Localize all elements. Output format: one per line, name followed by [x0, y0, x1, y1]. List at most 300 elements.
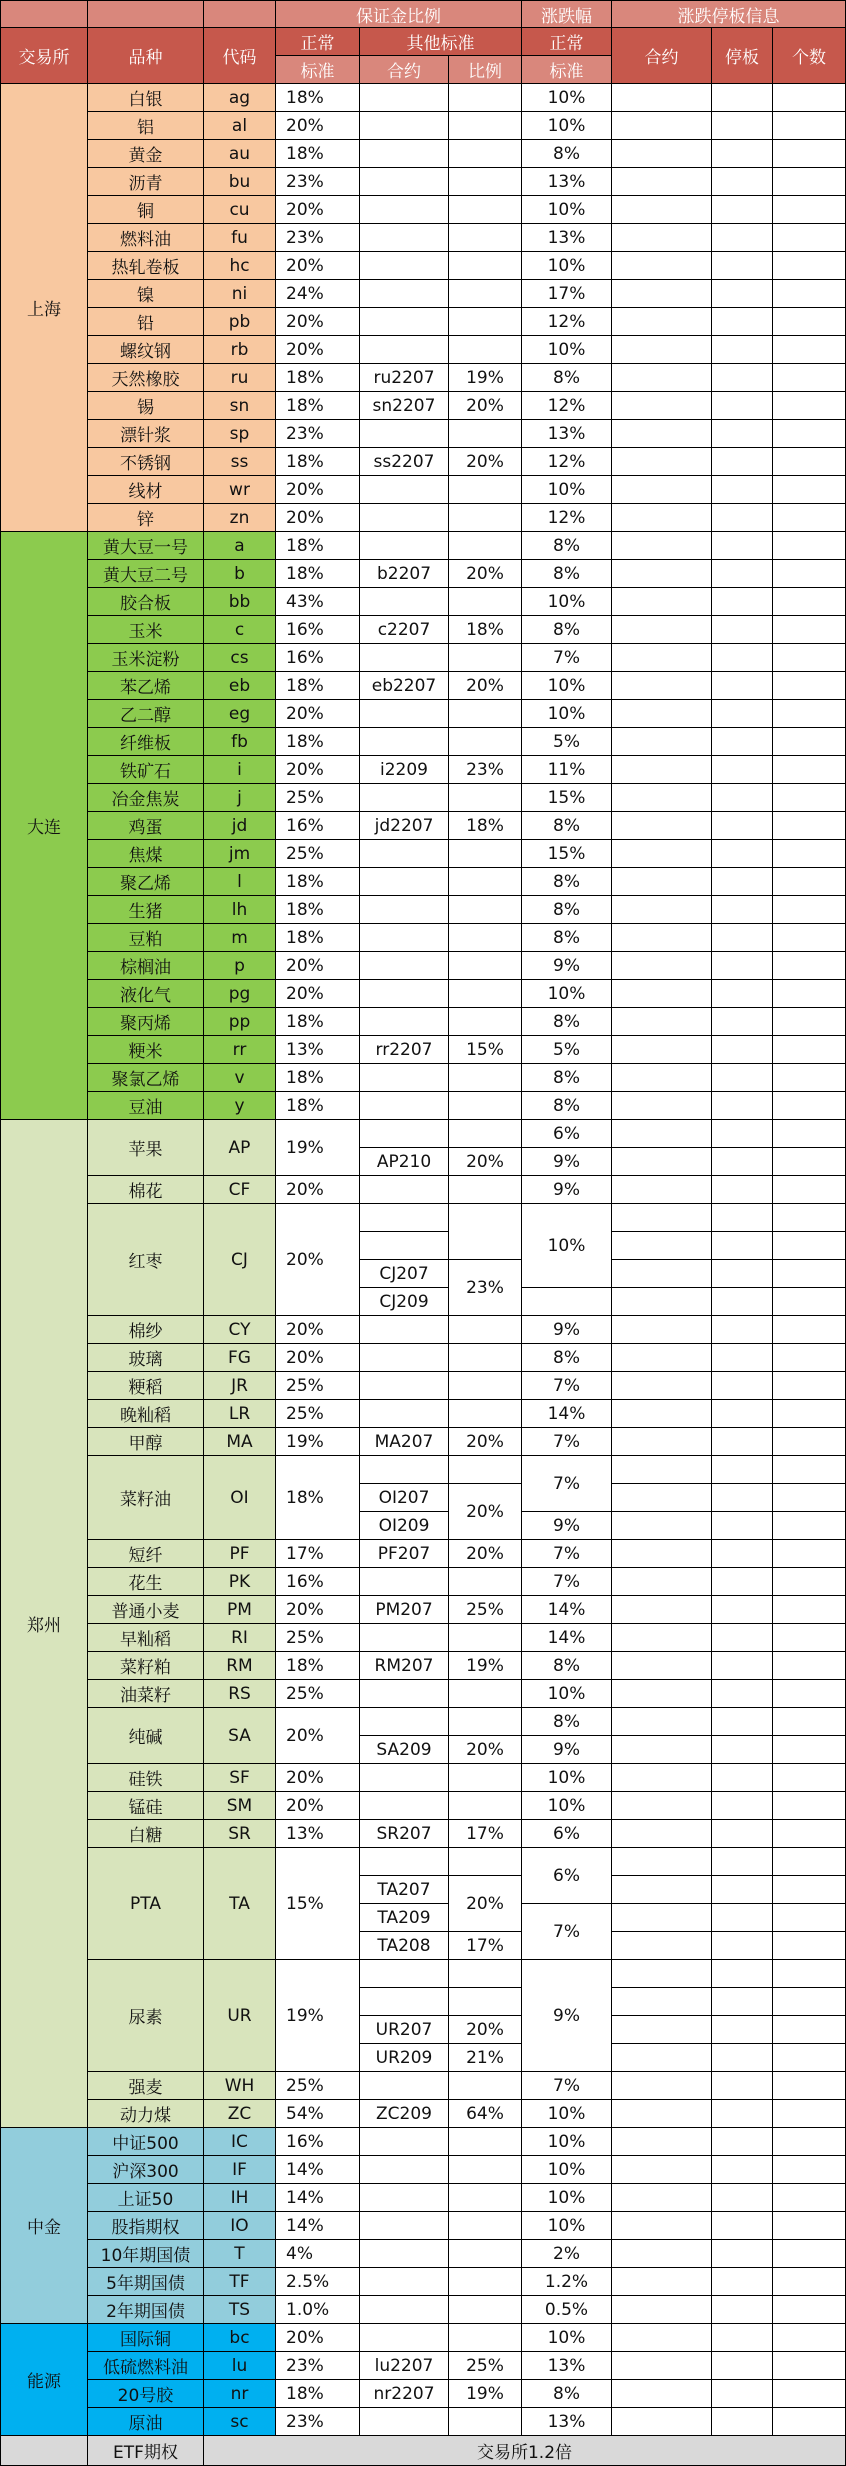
contract-cell — [360, 2296, 449, 2324]
variety-cell: 股指期权 — [88, 2212, 204, 2240]
ratio-cell: 19% — [449, 2380, 522, 2408]
ratio-cell: 25% — [449, 1596, 522, 1624]
code-cell: ss — [204, 448, 276, 476]
contract-cell: b2207 — [360, 560, 449, 588]
code-cell: LR — [204, 1400, 276, 1428]
margin-cell: 20% — [276, 1344, 360, 1372]
ratio-cell — [449, 252, 522, 280]
limit-cell: 7% — [522, 1372, 612, 1400]
limit-cell: 7% — [522, 2072, 612, 2100]
contract-cell — [360, 1120, 449, 1148]
limit-count-cell — [773, 812, 846, 840]
variety-cell: 不锈钢 — [88, 448, 204, 476]
limit-contract-cell — [612, 728, 712, 756]
margin-cell: 19% — [276, 1428, 360, 1456]
code-cell: bc — [204, 2324, 276, 2352]
code-cell: SF — [204, 1764, 276, 1792]
limit-contract-cell — [612, 2128, 712, 2156]
ratio-cell: 17% — [449, 1932, 522, 1960]
variety-cell: 红枣 — [88, 1204, 204, 1316]
limit-count-cell — [773, 952, 846, 980]
margin-cell: 14% — [276, 2184, 360, 2212]
limit-cell: 13% — [522, 224, 612, 252]
limit-contract-cell — [612, 2408, 712, 2436]
limit-board-cell — [712, 1260, 773, 1288]
limit-board-cell — [712, 672, 773, 700]
variety-cell: 漂针浆 — [88, 420, 204, 448]
ratio-cell — [449, 168, 522, 196]
variety-cell: 2年期国债 — [88, 2296, 204, 2324]
header-contract: 合约 — [360, 56, 449, 84]
limit-contract-cell — [612, 1204, 712, 1232]
code-cell: rr — [204, 1036, 276, 1064]
variety-cell: 燃料油 — [88, 224, 204, 252]
contract-cell — [360, 1372, 449, 1400]
contract-cell: PF207 — [360, 1540, 449, 1568]
limit-board-cell — [712, 1036, 773, 1064]
code-cell: a — [204, 532, 276, 560]
limit-cell: 15% — [522, 840, 612, 868]
limit-board-cell — [712, 1540, 773, 1568]
contract-cell — [360, 420, 449, 448]
code-cell: cu — [204, 196, 276, 224]
limit-board-cell — [712, 1400, 773, 1428]
code-cell: IC — [204, 2128, 276, 2156]
contract-cell — [360, 1008, 449, 1036]
margin-cell: 16% — [276, 2128, 360, 2156]
limit-contract-cell — [612, 1316, 712, 1344]
limit-board-cell — [712, 336, 773, 364]
variety-cell: 豆油 — [88, 1092, 204, 1120]
margin-cell: 16% — [276, 812, 360, 840]
limit-cell: 6% — [522, 1848, 612, 1904]
limit-count-cell — [773, 896, 846, 924]
contract-cell: i2209 — [360, 756, 449, 784]
limit-contract-cell — [612, 812, 712, 840]
limit-count-cell — [773, 532, 846, 560]
ratio-cell — [449, 952, 522, 980]
limit-cell: 6% — [522, 1120, 612, 1148]
code-cell: rb — [204, 336, 276, 364]
margin-cell: 18% — [276, 532, 360, 560]
contract-cell — [360, 1232, 449, 1260]
limit-contract-cell — [612, 1904, 712, 1932]
ratio-cell: 23% — [449, 1260, 522, 1316]
limit-board-cell — [712, 224, 773, 252]
limit-board-cell — [712, 1512, 773, 1540]
limit-board-cell — [712, 2128, 773, 2156]
limit-contract-cell — [612, 1260, 712, 1288]
ratio-cell — [449, 336, 522, 364]
code-cell: sn — [204, 392, 276, 420]
limit-contract-cell — [612, 1428, 712, 1456]
variety-cell: 花生 — [88, 1568, 204, 1596]
variety-cell: 豆粕 — [88, 924, 204, 952]
limit-cell: 8% — [522, 1008, 612, 1036]
header-exchange: 交易所 — [0, 28, 88, 84]
limit-cell: 8% — [522, 1344, 612, 1372]
limit-cell: 12% — [522, 504, 612, 532]
limit-board-cell — [712, 112, 773, 140]
margin-cell: 18% — [276, 672, 360, 700]
limit-count-cell — [773, 1792, 846, 1820]
limit-count-cell — [773, 1904, 846, 1932]
margin-cell: 20% — [276, 1708, 360, 1764]
contract-cell — [360, 2184, 449, 2212]
contract-cell — [360, 1764, 449, 1792]
margin-cell: 16% — [276, 616, 360, 644]
limit-count-cell — [773, 840, 846, 868]
margin-cell: 16% — [276, 644, 360, 672]
code-cell: m — [204, 924, 276, 952]
limit-cell: 13% — [522, 420, 612, 448]
ratio-cell: 18% — [449, 812, 522, 840]
code-cell: sc — [204, 2408, 276, 2436]
limit-cell: 10% — [522, 700, 612, 728]
limit-cell: 13% — [522, 2352, 612, 2380]
variety-cell: 热轧卷板 — [88, 252, 204, 280]
limit-contract-cell — [612, 1988, 712, 2016]
limit-cell: 10% — [522, 980, 612, 1008]
code-cell: IF — [204, 2156, 276, 2184]
limit-count-cell — [773, 1708, 846, 1736]
limit-board-cell — [712, 1372, 773, 1400]
contract-cell: ss2207 — [360, 448, 449, 476]
limit-board-cell — [712, 448, 773, 476]
margin-cell: 20% — [276, 756, 360, 784]
contract-cell: lu2207 — [360, 2352, 449, 2380]
limit-contract-cell — [612, 532, 712, 560]
limit-contract-cell — [612, 2240, 712, 2268]
contract-cell: SR207 — [360, 1820, 449, 1848]
code-cell: ZC — [204, 2100, 276, 2128]
exchange-cell: 郑州 — [0, 1120, 88, 2128]
limit-count-cell — [773, 1680, 846, 1708]
contract-cell: eb2207 — [360, 672, 449, 700]
contract-cell — [360, 1064, 449, 1092]
variety-cell: 棉花 — [88, 1176, 204, 1204]
variety-cell: 10年期国债 — [88, 2240, 204, 2268]
limit-contract-cell — [612, 1708, 712, 1736]
limit-count-cell — [773, 1120, 846, 1148]
contract-cell — [360, 1848, 449, 1876]
margin-cell: 18% — [276, 896, 360, 924]
limit-board-cell — [712, 812, 773, 840]
limit-count-cell — [773, 1484, 846, 1512]
contract-cell: ru2207 — [360, 364, 449, 392]
contract-cell — [360, 1316, 449, 1344]
limit-contract-cell — [612, 2016, 712, 2044]
code-cell: T — [204, 2240, 276, 2268]
limit-count-cell — [773, 2016, 846, 2044]
limit-board-cell — [712, 1120, 773, 1148]
ratio-cell: 20% — [449, 448, 522, 476]
limit-contract-cell — [612, 1008, 712, 1036]
ratio-cell: 23% — [449, 756, 522, 784]
contract-cell: c2207 — [360, 616, 449, 644]
ratio-cell — [449, 1624, 522, 1652]
contract-cell — [360, 252, 449, 280]
ratio-cell — [449, 2324, 522, 2352]
margin-cell: 2.5% — [276, 2268, 360, 2296]
margin-cell: 20% — [276, 308, 360, 336]
variety-cell: 螺纹钢 — [88, 336, 204, 364]
limit-cell: 8% — [522, 812, 612, 840]
limit-contract-cell — [612, 1736, 712, 1764]
code-cell: bu — [204, 168, 276, 196]
ratio-cell — [449, 2240, 522, 2268]
ratio-cell — [449, 1764, 522, 1792]
code-cell: CY — [204, 1316, 276, 1344]
variety-cell: 苯乙烯 — [88, 672, 204, 700]
contract-cell — [360, 308, 449, 336]
code-cell: ag — [204, 84, 276, 112]
header-blank — [204, 0, 276, 28]
margin-cell: 20% — [276, 252, 360, 280]
limit-contract-cell — [612, 364, 712, 392]
contract-cell — [360, 1400, 449, 1428]
margin-cell: 20% — [276, 112, 360, 140]
limit-cell: 8% — [522, 532, 612, 560]
code-cell: RM — [204, 1652, 276, 1680]
limit-board-cell — [712, 1736, 773, 1764]
header-standard: 标准 — [522, 56, 612, 84]
limit-board-cell — [712, 140, 773, 168]
limit-contract-cell — [612, 2296, 712, 2324]
ratio-cell — [449, 728, 522, 756]
limit-cell: 10% — [522, 588, 612, 616]
ratio-cell — [449, 644, 522, 672]
limit-contract-cell — [612, 1456, 712, 1484]
margin-cell: 14% — [276, 2156, 360, 2184]
contract-cell — [360, 476, 449, 504]
limit-count-cell — [773, 2240, 846, 2268]
ratio-cell — [449, 1316, 522, 1344]
ratio-cell — [449, 784, 522, 812]
code-cell: TA — [204, 1848, 276, 1960]
limit-contract-cell — [612, 616, 712, 644]
limit-cell: 5% — [522, 1036, 612, 1064]
ratio-cell — [449, 2296, 522, 2324]
limit-cell: 10% — [522, 476, 612, 504]
ratio-cell: 20% — [449, 560, 522, 588]
contract-cell: SA209 — [360, 1736, 449, 1764]
ratio-cell — [449, 1988, 522, 2016]
limit-contract-cell — [612, 1876, 712, 1904]
limit-count-cell — [773, 1260, 846, 1288]
limit-count-cell — [773, 1204, 846, 1232]
ratio-cell — [449, 504, 522, 532]
contract-cell: RM207 — [360, 1652, 449, 1680]
variety-cell: 棕榈油 — [88, 952, 204, 980]
limit-contract-cell — [612, 2324, 712, 2352]
margin-cell: 18% — [276, 924, 360, 952]
margin-cell: 18% — [276, 364, 360, 392]
variety-cell: 胶合板 — [88, 588, 204, 616]
limit-cell: 10% — [522, 1680, 612, 1708]
variety-cell: 油菜籽 — [88, 1680, 204, 1708]
contract-cell — [360, 784, 449, 812]
limit-contract-cell — [612, 2380, 712, 2408]
contract-cell — [360, 1344, 449, 1372]
limit-count-cell — [773, 1232, 846, 1260]
ratio-cell — [449, 2128, 522, 2156]
contract-cell — [360, 280, 449, 308]
limit-contract-cell — [612, 1176, 712, 1204]
ratio-cell — [449, 896, 522, 924]
code-cell: PF — [204, 1540, 276, 1568]
variety-cell: 纯碱 — [88, 1708, 204, 1764]
limit-board-cell — [712, 1652, 773, 1680]
limit-contract-cell — [612, 840, 712, 868]
variety-cell: 玉米淀粉 — [88, 644, 204, 672]
limit-count-cell — [773, 1344, 846, 1372]
contract-cell: TA207 — [360, 1876, 449, 1904]
limit-cell: 8% — [522, 560, 612, 588]
variety-cell: 苹果 — [88, 1120, 204, 1176]
margin-cell: 25% — [276, 840, 360, 868]
limit-board-cell — [712, 1764, 773, 1792]
margin-cell: 13% — [276, 1036, 360, 1064]
ratio-cell: 19% — [449, 1652, 522, 1680]
limit-contract-cell — [612, 2268, 712, 2296]
limit-contract-cell — [612, 1764, 712, 1792]
margin-cell: 18% — [276, 1456, 360, 1540]
code-cell: fu — [204, 224, 276, 252]
exchange-cell: 能源 — [0, 2324, 88, 2436]
limit-count-cell — [773, 1960, 846, 1988]
ratio-cell — [449, 476, 522, 504]
code-cell: bb — [204, 588, 276, 616]
limit-cell: 10% — [522, 2156, 612, 2184]
limit-contract-cell — [612, 308, 712, 336]
limit-board-cell — [712, 1456, 773, 1484]
ratio-cell — [449, 1092, 522, 1120]
variety-cell: 黄金 — [88, 140, 204, 168]
limit-contract-cell — [612, 420, 712, 448]
limit-cell: 10% — [522, 196, 612, 224]
margin-cell: 18% — [276, 1064, 360, 1092]
margin-cell: 18% — [276, 1092, 360, 1120]
ratio-cell — [449, 1372, 522, 1400]
limit-contract-cell — [612, 280, 712, 308]
variety-cell: 强麦 — [88, 2072, 204, 2100]
contract-cell — [360, 504, 449, 532]
ratio-cell — [449, 1120, 522, 1148]
limit-cell: 5% — [522, 728, 612, 756]
limit-board-cell — [712, 1148, 773, 1176]
variety-cell: PTA — [88, 1848, 204, 1960]
margin-cell: 18% — [276, 728, 360, 756]
contract-cell — [360, 840, 449, 868]
variety-cell: 锰硅 — [88, 1792, 204, 1820]
limit-board-cell — [712, 1204, 773, 1232]
ratio-cell — [449, 868, 522, 896]
margin-cell: 23% — [276, 2352, 360, 2380]
limit-count-cell — [773, 700, 846, 728]
ratio-cell: 20% — [449, 1484, 522, 1540]
code-cell: p — [204, 952, 276, 980]
ratio-cell: 20% — [449, 1876, 522, 1932]
limit-board-cell — [712, 560, 773, 588]
limit-cell: 8% — [522, 924, 612, 952]
header-limit-info: 涨跌停板信息 — [612, 0, 846, 28]
limit-board-cell — [712, 1484, 773, 1512]
margin-cell: 20% — [276, 504, 360, 532]
variety-cell: 玻璃 — [88, 1344, 204, 1372]
limit-count-cell — [773, 2268, 846, 2296]
limit-board-cell — [712, 2268, 773, 2296]
limit-contract-cell — [612, 1372, 712, 1400]
variety-cell: 铅 — [88, 308, 204, 336]
limit-count-cell — [773, 756, 846, 784]
variety-cell: 棉纱 — [88, 1316, 204, 1344]
footer-label: ETF期权 — [88, 2436, 204, 2466]
margin-cell: 24% — [276, 280, 360, 308]
limit-board-cell — [712, 168, 773, 196]
code-cell: v — [204, 1064, 276, 1092]
contract-cell: jd2207 — [360, 812, 449, 840]
limit-cell: 8% — [522, 2380, 612, 2408]
ratio-cell: 20% — [449, 392, 522, 420]
margin-cell: 18% — [276, 392, 360, 420]
limit-board-cell — [712, 2212, 773, 2240]
contract-cell — [360, 1568, 449, 1596]
ratio-cell — [449, 1064, 522, 1092]
ratio-cell — [449, 2268, 522, 2296]
code-cell: eg — [204, 700, 276, 728]
limit-board-cell — [712, 2044, 773, 2072]
contract-cell: CJ207 — [360, 1260, 449, 1288]
limit-board-cell — [712, 896, 773, 924]
limit-contract-cell — [612, 868, 712, 896]
code-cell: SM — [204, 1792, 276, 1820]
ratio-cell — [449, 2408, 522, 2436]
limit-cell: 10% — [522, 84, 612, 112]
ratio-cell — [449, 1568, 522, 1596]
limit-cell: 8% — [522, 896, 612, 924]
limit-cell: 8% — [522, 140, 612, 168]
limit-contract-cell — [612, 1624, 712, 1652]
limit-count-cell — [773, 2184, 846, 2212]
limit-contract-cell — [612, 700, 712, 728]
code-cell: TS — [204, 2296, 276, 2324]
limit-board-cell — [712, 1932, 773, 1960]
limit-cell: 8% — [522, 1708, 612, 1736]
header-margin-ratio: 保证金比例 — [276, 0, 522, 28]
limit-contract-cell — [612, 504, 712, 532]
limit-count-cell — [773, 112, 846, 140]
margin-cell: 20% — [276, 1316, 360, 1344]
limit-board-cell — [712, 1428, 773, 1456]
limit-count-cell — [773, 980, 846, 1008]
limit-cell: 10% — [522, 1204, 612, 1288]
code-cell: wr — [204, 476, 276, 504]
contract-cell: OI209 — [360, 1512, 449, 1540]
contract-cell — [360, 1092, 449, 1120]
header-other-standard: 其他标准 — [360, 28, 522, 56]
margin-cell: 23% — [276, 224, 360, 252]
limit-count-cell — [773, 2296, 846, 2324]
limit-contract-cell — [612, 84, 712, 112]
limit-board-cell — [712, 84, 773, 112]
contract-cell — [360, 336, 449, 364]
margin-cell: 20% — [276, 476, 360, 504]
contract-cell — [360, 728, 449, 756]
limit-board-cell — [712, 476, 773, 504]
variety-cell: 线材 — [88, 476, 204, 504]
limit-contract-cell — [612, 392, 712, 420]
